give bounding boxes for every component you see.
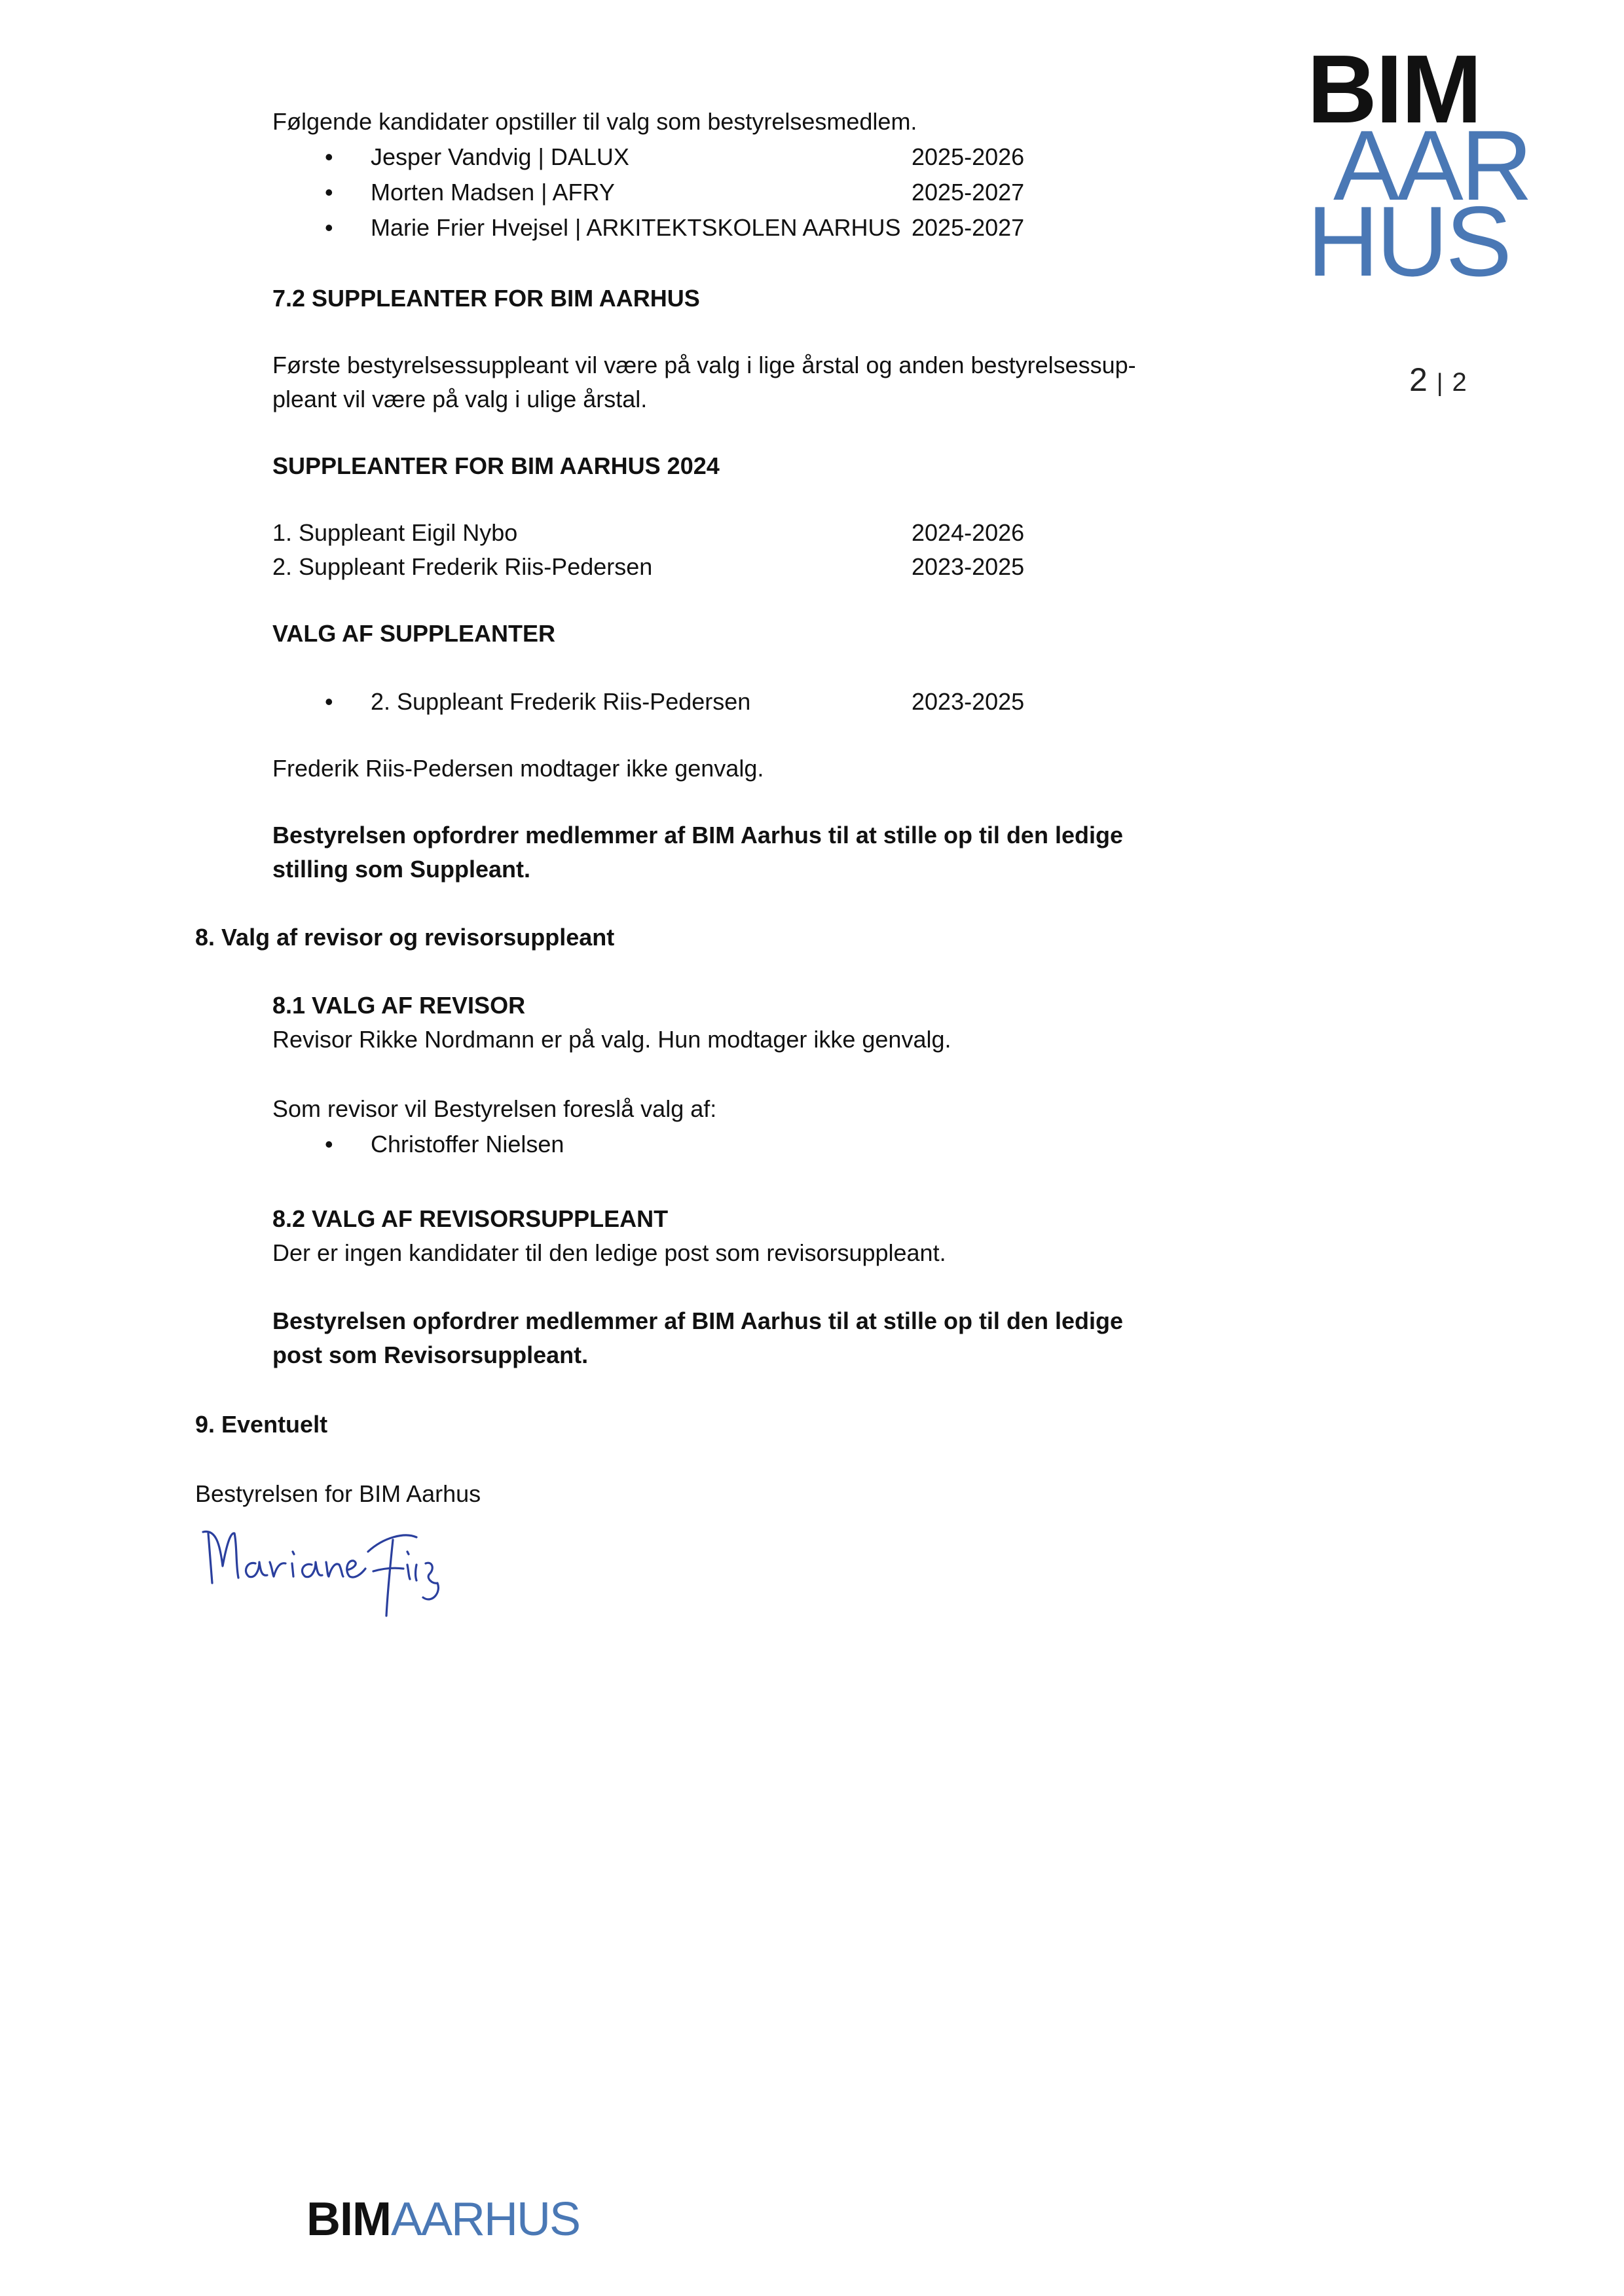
section-7-2-text-line1: Første bestyrelsessuppleant vil være på valg i lige årstal og anden bestyrelsessup- (272, 352, 1136, 378)
revisor-proposal-intro: Som revisor vil Bestyrelsen foreslå valg af: (272, 1095, 717, 1122)
candidate-period: 2025-2027 (912, 214, 1025, 241)
suppleant-call-line1: Bestyrelsen opfordrer medlemmer af BIM Aarhus til at stille op til den ledige (272, 822, 1123, 848)
section-9-heading: 9. Eventuelt (195, 1411, 328, 1438)
revisor-call-line1: Bestyrelsen opfordrer medlemmer af BIM Aarhus til at stille op til den ledige (272, 1307, 1123, 1334)
no-reelection-note: Frederik Riis-Pedersen modtager ikke genvalg. (272, 755, 764, 782)
bim-aarhus-logo (1307, 35, 1530, 297)
candidate-period: 2025-2027 (912, 179, 1025, 206)
footer-logo-bim: BIM (306, 2193, 391, 2246)
logo-line-hus: HUS (1307, 186, 1509, 297)
valg-suppleant-period: 2023-2025 (912, 688, 1025, 715)
suppleant-call-line2: stilling som Suppleant. (272, 856, 531, 883)
page-current: 2 (1409, 361, 1428, 398)
suppleant-period: 2023-2025 (912, 553, 1025, 580)
candidate-period: 2025-2026 (912, 143, 1025, 170)
section-8-1-text: Revisor Rikke Nordmann er på valg. Hun modtager ikke genvalg. (272, 1026, 951, 1053)
valg-suppleant-item: • 2. Suppleant Frederik Riis-Pedersen (371, 685, 750, 719)
logo-line-bim: BIM (1307, 35, 1481, 143)
section-8-heading: 8. Valg af revisor og revisorsuppleant (195, 924, 615, 951)
suppleant-item: 1. Suppleant Eigil Nybo (272, 519, 518, 546)
candidate-item: • Jesper Vandvig | DALUX (371, 140, 629, 174)
signature-image (196, 1506, 445, 1620)
suppleants-2024-heading: SUPPLEANTER FOR BIM AARHUS 2024 (272, 452, 720, 479)
revisor-proposal-item: • Christoffer Nielsen (371, 1127, 564, 1161)
revisor-call-line2: post som Revisorsuppleant. (272, 1341, 589, 1368)
page-number (1409, 360, 1467, 403)
candidate-item: • Morten Madsen | AFRY (371, 175, 615, 210)
section-7-2-heading: 7.2 SUPPLEANTER FOR BIM AARHUS (272, 285, 700, 312)
suppleant-item: 2. Suppleant Frederik Riis-Pedersen (272, 553, 653, 580)
page-separator: | (1436, 369, 1443, 397)
section-7-2-text-line2: pleant vil være på valg i ulige årstal. (272, 386, 648, 412)
section-8-2-text: Der er ingen kandidater til den ledige post som revisorsuppleant. (272, 1239, 946, 1266)
candidates-intro: Følgende kandidater opstiller til valg som bestyrelsesmedlem. (272, 108, 917, 135)
footer-logo (306, 2193, 580, 2246)
logo-line-aar: AAR (1333, 110, 1530, 221)
footer-logo-aarhus: AARHUS (390, 2193, 580, 2246)
section-8-2-heading: 8.2 VALG AF REVISORSUPPLEANT (272, 1205, 669, 1232)
section-8-1-heading: 8.1 VALG AF REVISOR (272, 992, 526, 1019)
valg-suppleanter-heading: VALG AF SUPPLEANTER (272, 620, 556, 647)
closing-signoff: Bestyrelsen for BIM Aarhus (195, 1480, 481, 1507)
candidate-item: • Marie Frier Hvejsel | ARKITEKTSKOLEN AARHUS (371, 211, 901, 245)
suppleant-period: 2024-2026 (912, 519, 1025, 546)
page-total: 2 (1452, 368, 1467, 397)
